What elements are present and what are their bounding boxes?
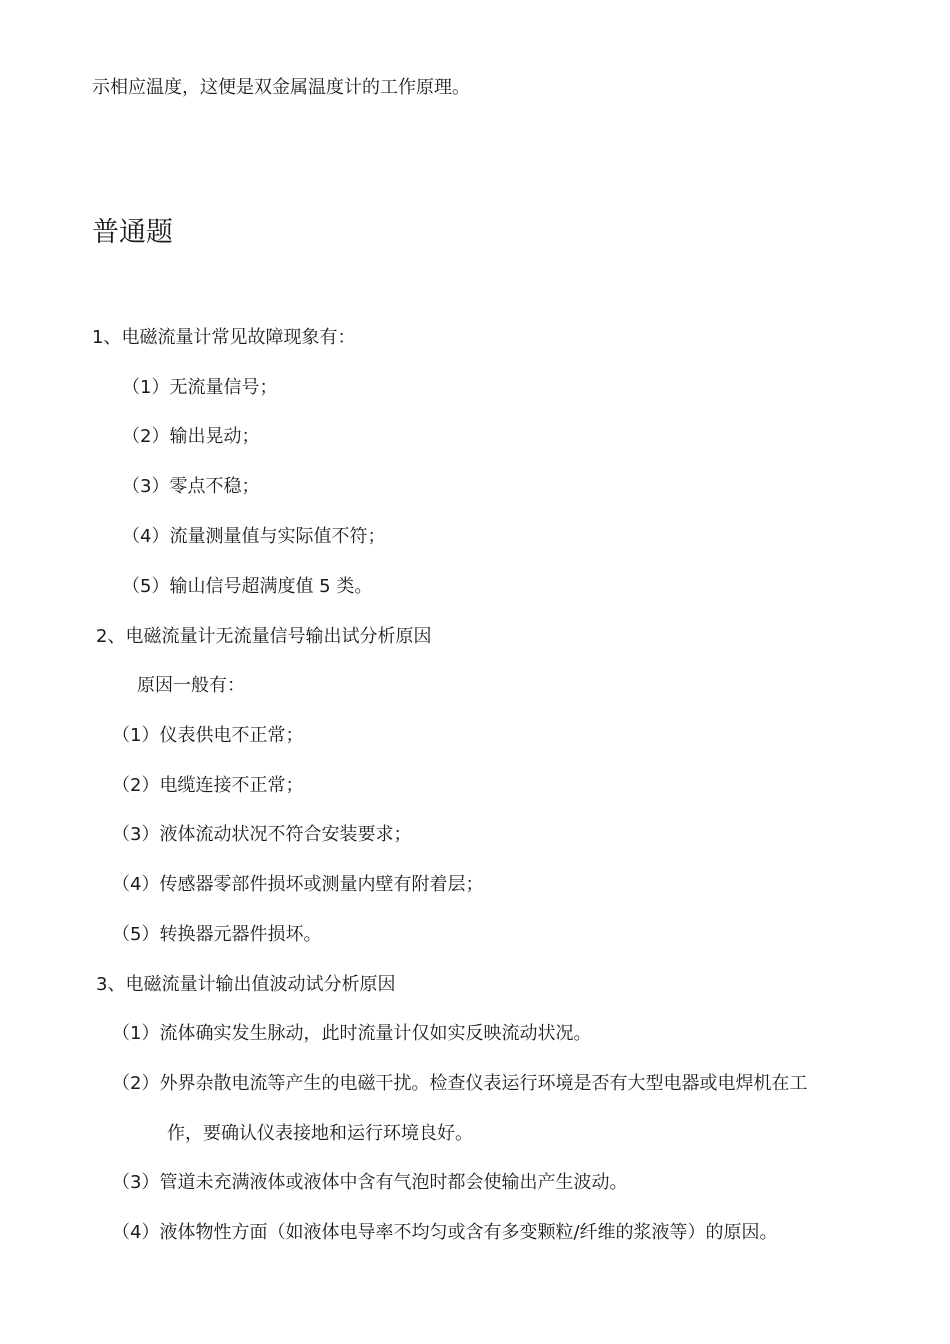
question-1-item-3: （3）零点不稳；: [122, 476, 260, 497]
question-1-item-2: （2）输出晃动；: [122, 426, 260, 447]
section-title: 普通题: [92, 217, 173, 248]
question-1-title: 1、电磁流量计常见故障现象有：: [92, 327, 356, 348]
question-2-item-2: （2）电缆连接不正常；: [112, 775, 304, 796]
question-2-lead: 原因一般有：: [137, 675, 245, 696]
question-3-item-2-continued: 作，要确认仪表接地和运行环境良好。: [167, 1123, 473, 1144]
question-2-item-3: （3）液体流动状况不符合安装要求；: [112, 824, 412, 845]
question-2-item-5: （5）转换器元器件损坏。: [112, 924, 322, 945]
question-3-item-4: （4）液体物性方面（如液体电导率不均匀或含有多变颗粒/纤维的浆液等）的原因。: [112, 1222, 778, 1243]
question-3-item-1: （1）流体确实发生脉动，此时流量计仅如实反映流动状况。: [112, 1023, 592, 1044]
question-1-item-4: （4）流量测量值与实际值不符；: [122, 526, 386, 547]
question-3-title: 3、电磁流量计输出值波动试分析原因: [96, 974, 396, 995]
question-2-item-1: （1）仪表供电不正常；: [112, 725, 304, 746]
question-3-item-3: （3）管道未充满液体或液体中含有气泡时都会使输出产生波动。: [112, 1172, 628, 1193]
question-1-item-1: （1）无流量信号；: [122, 377, 278, 398]
question-1-item-5: （5）输山信号超满度值 5 类。: [122, 576, 373, 597]
question-2-title: 2、电磁流量计无流量信号输出试分析原因: [96, 626, 432, 647]
question-3-item-2: （2）外界杂散电流等产生的电磁干扰。检查仪表运行环境是否有大型电器或电焊机在工: [112, 1073, 808, 1094]
intro-paragraph-tail: 示相应温度，这便是双金属温度计的工作原理。: [92, 77, 470, 98]
question-2-item-4: （4）传感器零部件损坏或测量内壁有附着层；: [112, 874, 484, 895]
